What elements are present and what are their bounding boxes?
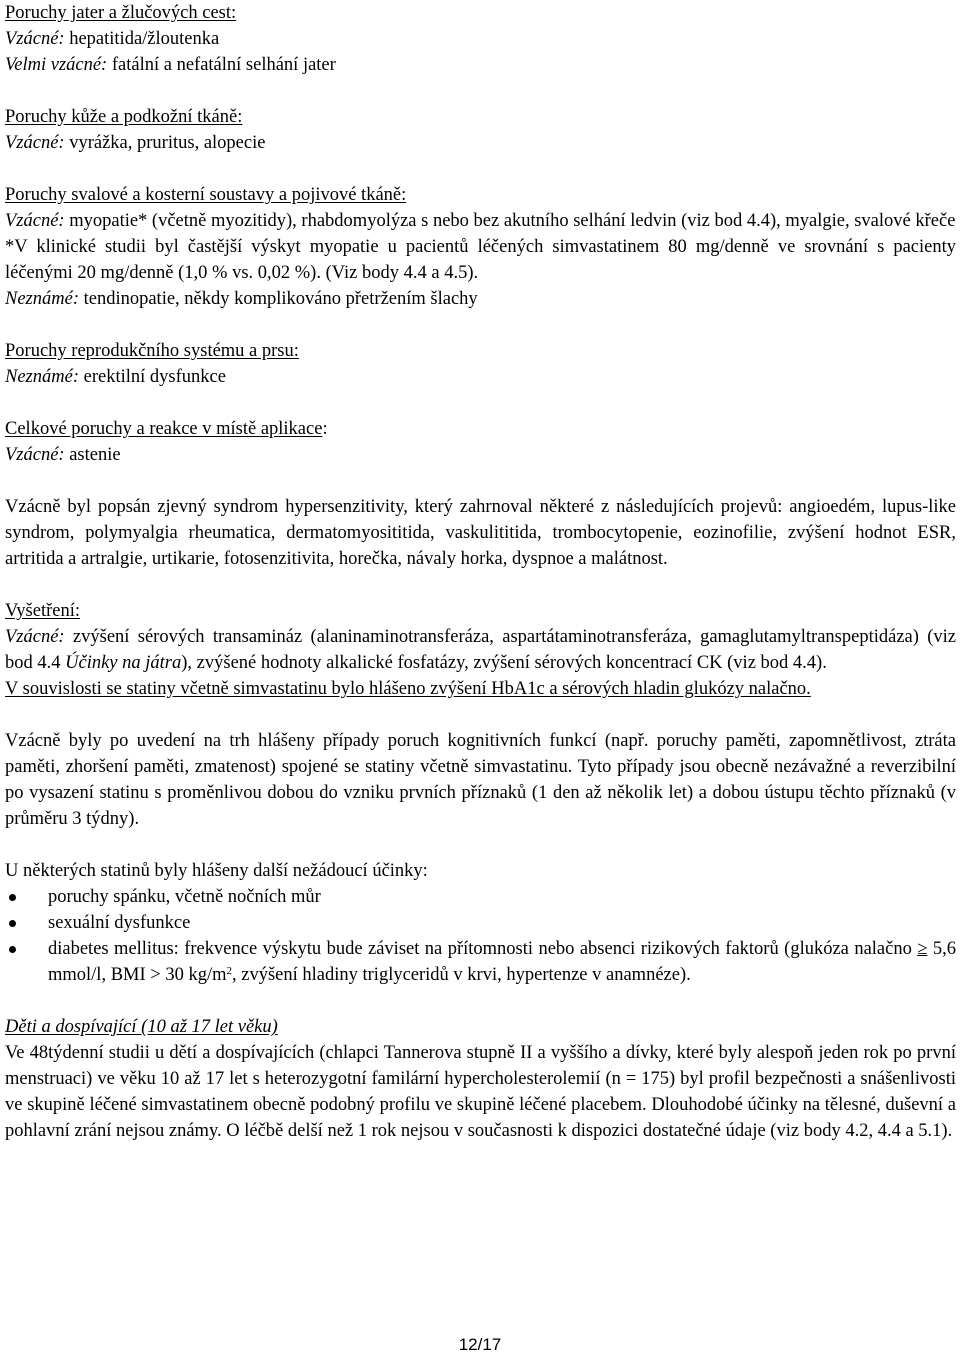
frequency-label-very-rare: Velmi vzácné: [5,55,108,75]
section-general [5,416,956,468]
investigations-text-after: ), zvýšené hodnoty alkalické fosfatázy, zvýšení sérových koncentrací CK (viz bod 4.4). [181,653,827,673]
general-rare-text: astenie [64,445,121,465]
section-other-statins [5,858,956,988]
bullet-icon [9,946,16,953]
cognitive-paragraph: Vzácně byly po uvedení na trh hlášeny případy poruch kognitivních funkcí (např. poruchy paměti, zapomnětlivost, ztráta paměti, zhoršení paměti, zmatenost) spojené se statiny včetně simvastatinu. Tyto případy jsou obecně nezávažné a reverzibilní po vysazení statinu s proměnlivou dobou do vzniku prvních příznaků (1 den až několik let) a dobou ústupu těchto příznaků (v průměru 3 týdny). [5,731,956,829]
section-reproductive [5,338,956,390]
frequency-label-rare: Vzácné: [5,211,65,231]
list-item: sexuální dysfunkce [5,910,956,936]
skin-rare-text: vyrážka, pruritus, alopecie [64,133,266,153]
hypersensitivity-paragraph: Vzácně byl popsán zjevný syndrom hypersenzitivity, který zahrnoval některé z následujících projevů: angioedém, lupus-like syndrom, polymyalgia rheumatica, dermatomyosititida, vaskulititida, trombocytopenie, eozinofilie, zvýšení hodnot ESR, artritida a artralgie, urtikarie, fotosenzitivita, horečka, návaly horka, dyspnoe a malátnost. [5,497,956,569]
section-heading-general: Celkové poruchy a reakce v místě aplikace [5,419,323,439]
superscript: 2 [226,965,232,977]
bullet-icon [9,894,16,901]
liver-rare-text: hepatitida/žloutenka [64,29,220,49]
section-heading-muscle: Poruchy svalové a kosterní soustavy a pojivové tkáně: [5,185,407,205]
muscle-footnote: *V klinické studii byl častější výskyt myopatie u pacientů léčených simvastatinem 80 mg/denně ve srovnání s pacienty léčenými 20 mg/denně (1,0 % vs. 0,02 %). (Viz body 4.4 a 4.5). [5,237,956,283]
section-heading-liver: Poruchy jater a žlučových cest: [5,3,237,23]
muscle-rare-text: myopatie* (včetně myozitidy), rhabdomyolýza s nebo bez akutního selhání ledvin (viz bod 4.4), myalgie, svalové křeče [64,211,956,231]
liver-effects-reference: Účinky na játra [65,653,182,673]
section-heading-reproductive: Poruchy reprodukčního systému a prsu: [5,341,299,361]
section-liver [5,0,956,78]
heading-colon: : [322,419,328,439]
liver-very-rare-text: fatální a nefatální selhání jater [107,55,336,75]
adverse-effects-list [5,884,956,988]
list-item: diabetes mellitus: frekvence výskytu bude záviset na přítomnosti nebo absenci rizikových faktorů (glukóza nalačno ≥ 5,6 mmol/l, BMI > 30 $kg/m^2$, zvýšení hladiny triglyceridů v krvi, hypertenze v anamnéze). [5,936,956,988]
page-number: 12/17 [458,1335,502,1354]
frequency-label-rare: Vzácné: [5,627,65,647]
frequency-label-unknown: Neznámé: [5,289,79,309]
section-heading-other-statins: U některých statinů byly hlášeny další nežádoucí účinky: [5,861,428,881]
bullet-icon [9,920,16,927]
frequency-label-rare: Vzácné: [5,29,65,49]
frequency-label-rare: Vzácné: [5,445,65,465]
investigations-text-before: zvýšení sérových transamináz (alaninaminotransferáza, aspartátaminotransferáza, gamaglutamyltranspeptidáza) (viz bod 4.4 [5,627,956,673]
section-skin [5,104,956,156]
greater-equal-symbol: ≥ [917,939,928,959]
section-muscle [5,182,956,312]
section-pediatric [5,1014,956,1144]
section-heading-investigations: Vyšetření: [5,601,81,621]
section-heading-pediatric: Děti a dospívající (10 až 17 let věku) [5,1017,278,1037]
frequency-label-unknown: Neznámé: [5,367,79,387]
section-heading-skin: Poruchy kůže a podkožní tkáně: [5,107,243,127]
list-item: poruchy spánku, včetně nočních můr [5,884,956,910]
muscle-unknown-text: tendinopatie, někdy komplikováno přetržením šlachy [78,289,478,309]
hba1c-note: V souvislosti se statiny včetně simvastatinu bylo hlášeno zvýšení HbA1c a sérových hladin glukózy nalačno. [5,679,811,699]
frequency-label-rare: Vzácné: [5,133,65,153]
reproductive-unknown-text: erektilní dysfunkce [78,367,226,387]
section-investigations [5,598,956,702]
pediatric-paragraph: Ve 48týdenní studii u dětí a dospívajících (chlapci Tannerova stupně II a vyššího a dívky, které byly alespoň jeden rok po první menstruaci) ve věku 10 až 17 let s heterozygotní familární hypercholesterolemií (n = 175) byl profil bezpečnosti a snášenlivosti ve skupině léčené simvastatinem obecně podobný profilu ve skupině léčené placebem. Dlouhodobé účinky na tělesné, duševní a pohlavní zrání nejsou známy. O léčbě delší než 1 rok nejsou v současnosti k dispozici dostatečné údaje (viz body 4.2, 4.4 a 5.1). [5,1043,956,1141]
